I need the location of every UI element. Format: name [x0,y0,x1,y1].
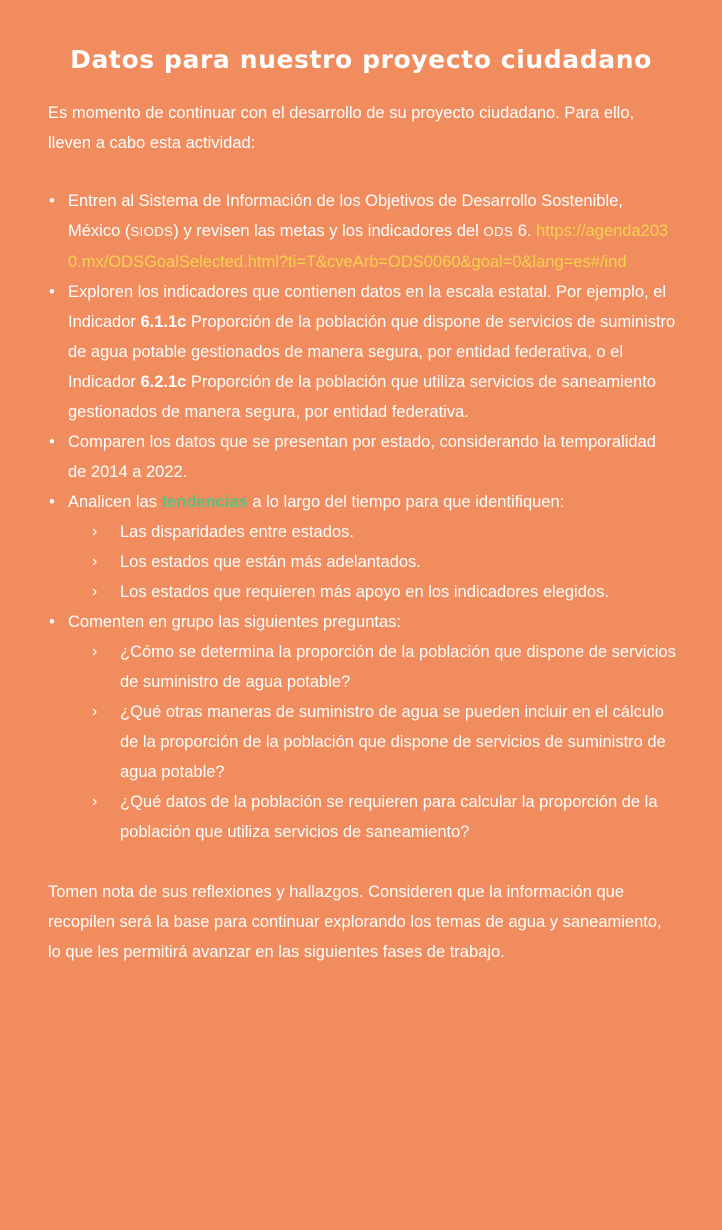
list-item [48,487,678,517]
sublist-item-label: Las disparidades entre estados. [120,523,354,541]
page-title: Datos para nuestro proyecto ciudadano [70,44,652,74]
bullet-dot-icon: • [49,433,55,451]
sublist-preguntas [48,637,678,847]
sublist-identifiquen [48,517,678,607]
chevron-right-icon: › [92,793,98,810]
bullet-dot-icon: • [49,192,55,210]
acronym-siods: SIODS [130,224,174,239]
list-item [48,427,678,487]
spacer [48,158,678,186]
chevron-right-icon: › [92,643,98,660]
bullet-segment-3: Proporción de la población que utiliza servicios de saneamiento gestionados de manera segura, por entidad federativa. [68,373,656,421]
instructions-list [48,186,678,847]
list-item [48,186,678,277]
list-item [48,697,678,787]
sublist-item-label: Los estados que están más adelantados. [120,553,421,571]
list-item [48,787,678,847]
bullet-dot-icon: • [49,493,55,511]
bullet-segment-1: Exploren los indicadores que contienen datos en la escala estatal. Por ejemplo, el Indicador [68,283,667,331]
activity-content [48,98,678,967]
list-item [48,607,678,637]
indicator-code-621c: 6.2.1c [140,373,187,391]
list-item [48,277,678,427]
bullet-text-middle: ) y revisen las metas y los indicadores del [173,222,484,240]
list-item [48,637,678,697]
list-item [48,577,678,607]
list-item [48,517,678,547]
siods-link[interactable]: https://agenda2030.mx/ODSGoalSelected.html?ti=T&cveArb=ODS0060&goal=0&lang=es#/ind [68,222,669,271]
sublist-item-label: Los estados que requieren más apoyo en los indicadores elegidos. [120,583,609,601]
sublist-item-label: ¿Qué datos de la población se requieren para calcular la proporción de la población que utiliza servicios de saneamiento? [120,793,658,841]
chevron-right-icon: › [92,583,98,600]
sublist-item-label: ¿Qué otras maneras de suministro de agua se pueden incluir en el cálculo de la proporción de la población que dispone de servicios de suministro de agua potable? [120,703,666,781]
chevron-right-icon: › [92,553,98,570]
highlight-tendencias: tendencias [161,493,248,511]
chevron-right-icon: › [92,523,98,540]
bullet-dot-icon: • [49,283,55,301]
sublist-item-label: ¿Cómo se determina la proporción de la población que dispone de servicios de suministro de agua potable? [120,643,676,691]
acronym-ods: ODS [483,224,514,239]
bullet-text: Comenten en grupo las siguientes preguntas: [68,613,401,631]
bullet-text [68,192,668,271]
list-item [48,547,678,577]
chevron-right-icon: › [92,703,98,720]
bullet-text-before: Entren al Sistema de Información de los Objetivos de Desarrollo Sostenible, México ( [68,192,623,240]
bullet-text [68,493,564,511]
spacer [48,847,678,877]
outro-paragraph: Tomen nota de sus reflexiones y hallazgos. Consideren que la información que recopilen será la base para continuar explorando los temas de agua y saneamiento, lo que les permitirá avanzar en las siguientes fases de trabajo. [48,883,662,961]
bullet-segment-2: Proporción de la población que dispone de servicios de suministro de agua potable gestionados de manera segura, por entidad federativa, o el Indicador [68,313,676,391]
bullet-text-after: 6. [513,222,537,240]
indicator-code-611c: 6.1.1c [140,313,187,331]
intro-paragraph: Es momento de continuar con el desarrollo de su proyecto ciudadano. Para ello, lleven a cabo esta actividad: [48,104,635,152]
bullet-text: Comparen los datos que se presentan por estado, considerando la temporalidad de 2014 a 2022. [68,433,656,481]
bullet-dot-icon: • [49,613,55,631]
bullet-segment-1: Analicen las [68,493,162,511]
bullet-text [68,283,675,421]
bullet-segment-2: a lo largo del tiempo para que identifiquen: [247,493,565,511]
